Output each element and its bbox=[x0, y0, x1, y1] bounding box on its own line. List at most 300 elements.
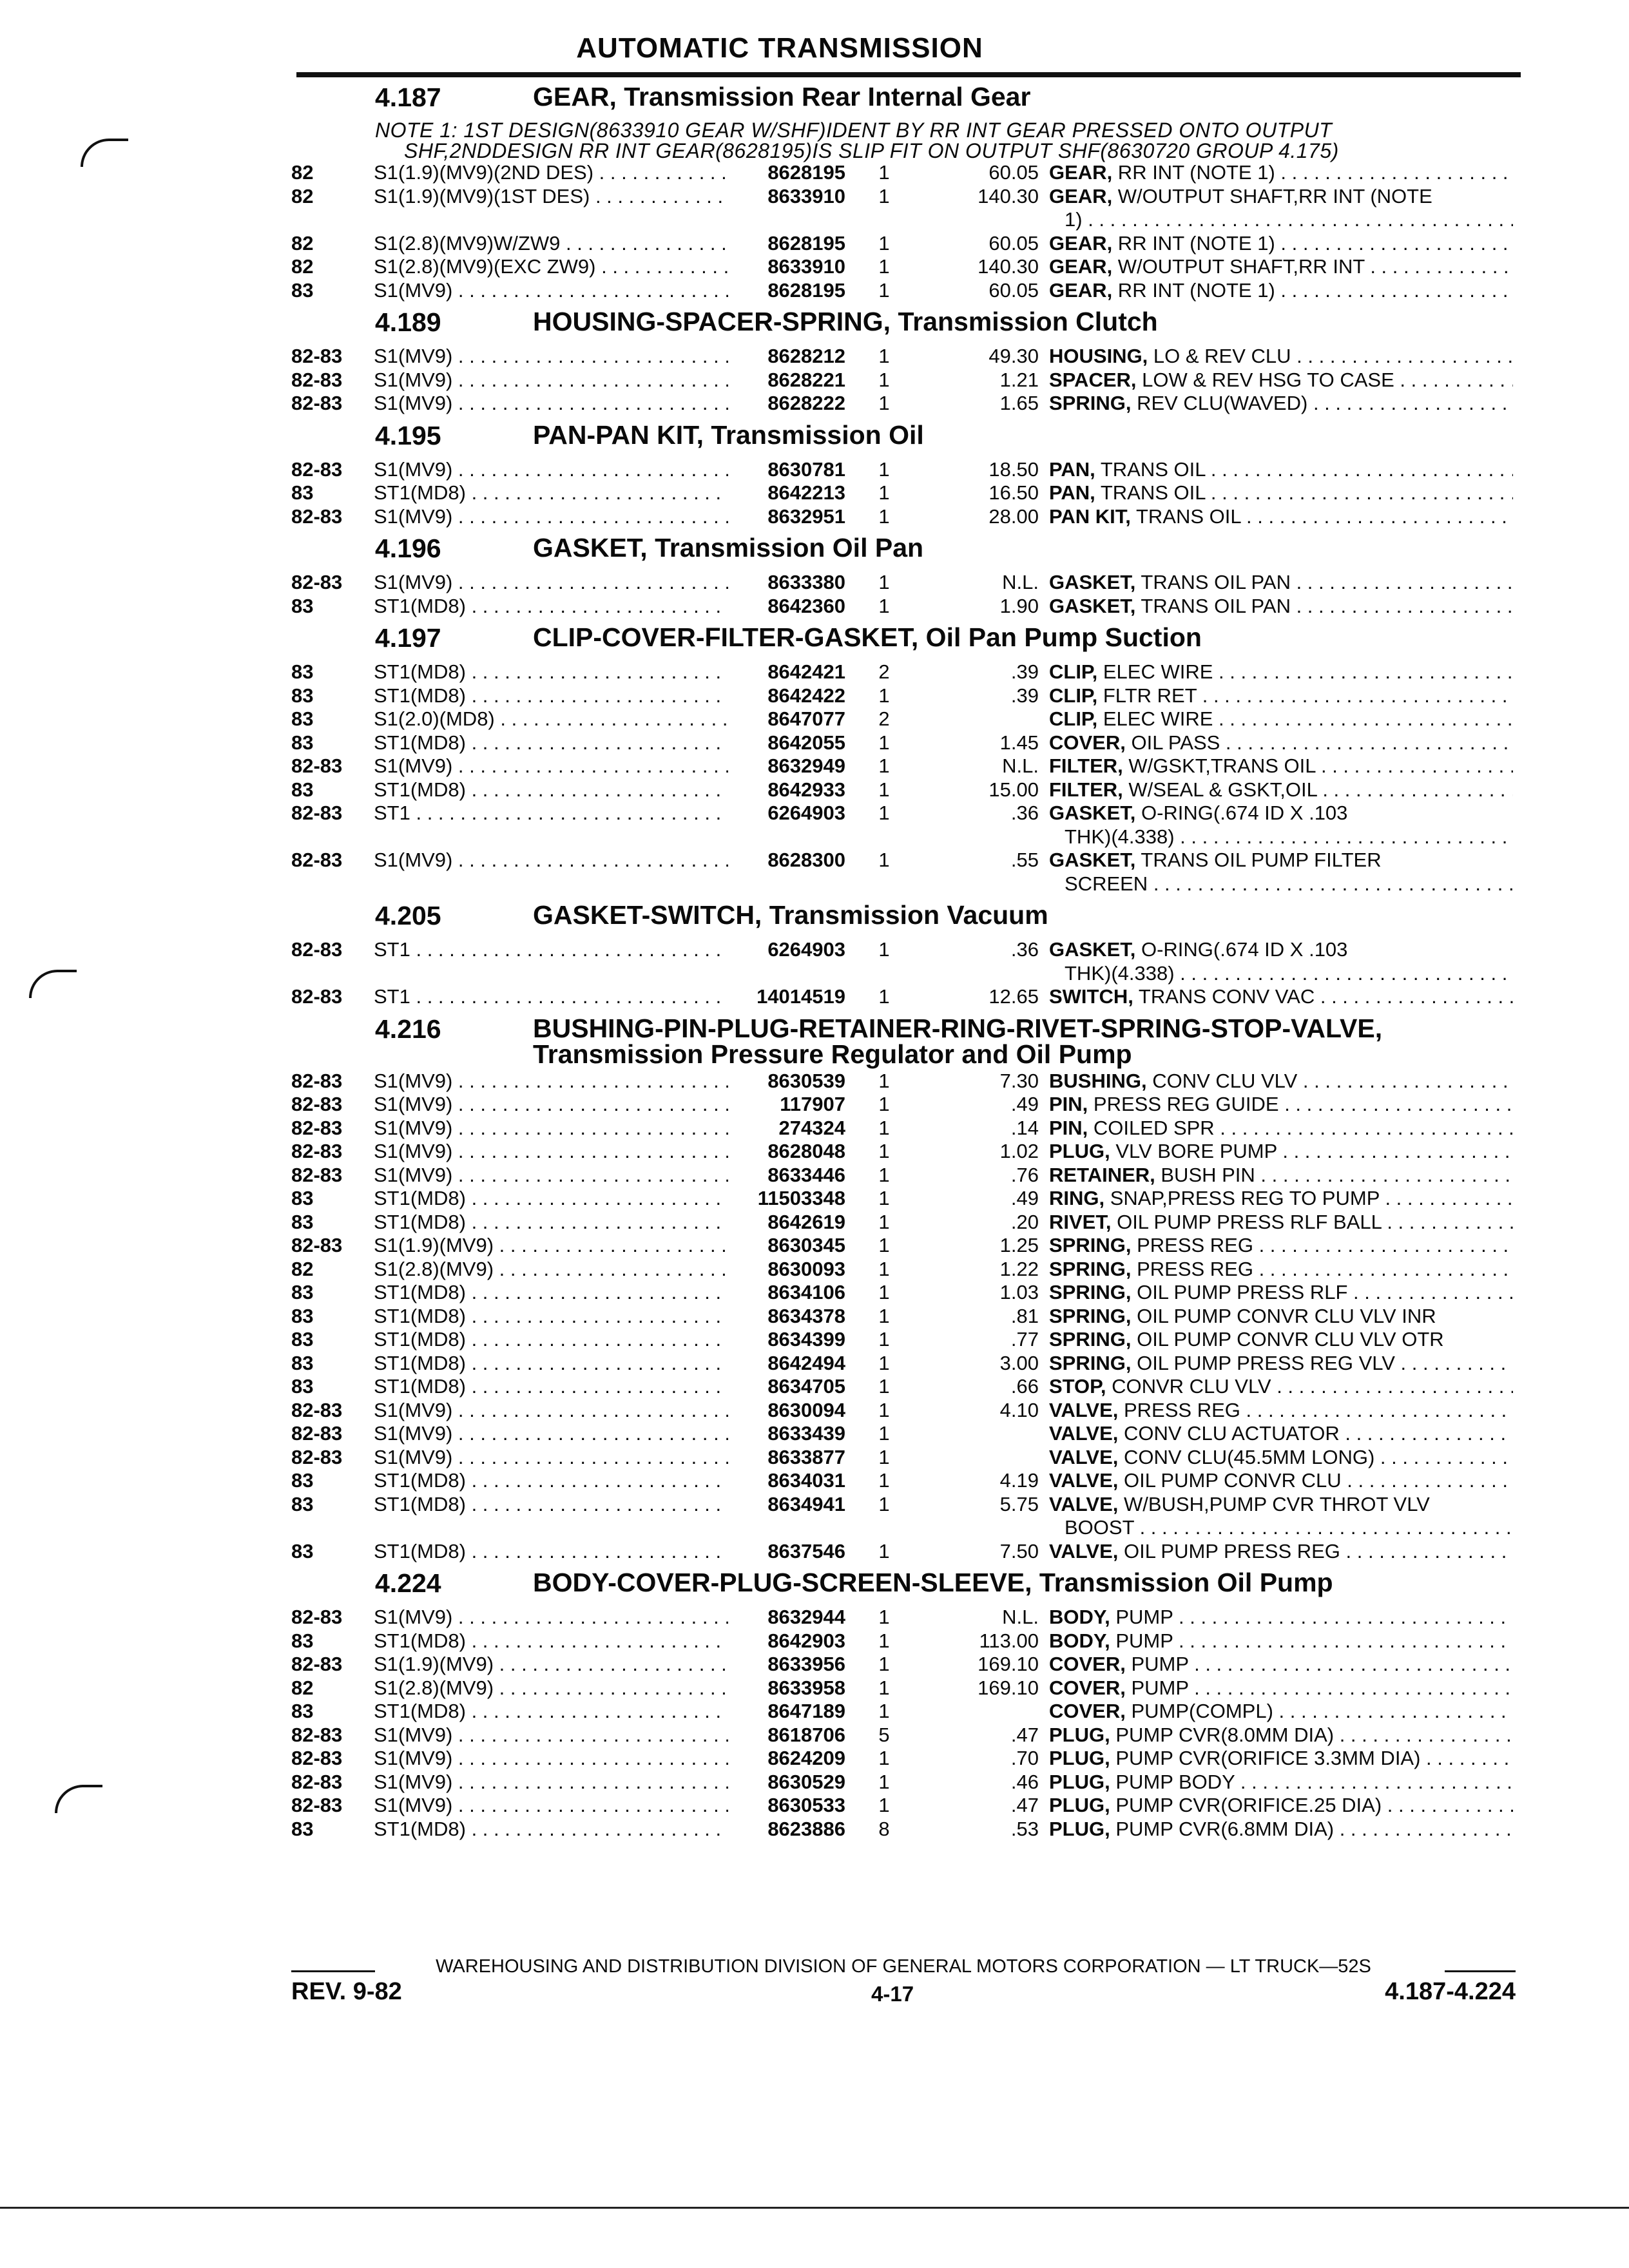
section-number: 4.189 bbox=[375, 307, 441, 337]
part-description bbox=[1049, 1234, 1513, 1257]
part-description bbox=[1049, 1794, 1513, 1817]
quantity: 1 bbox=[878, 345, 890, 367]
quantity: 1 bbox=[878, 594, 890, 617]
list-price: .47 bbox=[1010, 1723, 1039, 1746]
quantity: 1 bbox=[878, 278, 890, 302]
part-row bbox=[291, 731, 1516, 755]
part-row bbox=[291, 1164, 1516, 1187]
application: ST1(MD8) . . . bbox=[374, 778, 728, 802]
part-noun: SPRING, bbox=[1049, 1234, 1132, 1256]
application: S1(MV9) . . . bbox=[374, 1606, 728, 1629]
part-description bbox=[1049, 505, 1513, 528]
part-number: 8642422 bbox=[767, 684, 845, 707]
application: ST1(MD8) . . . bbox=[374, 1328, 728, 1351]
part-modifier: OIL PUMP PRESS RLF bbox=[1131, 1281, 1348, 1303]
list-price: 1.22 bbox=[999, 1257, 1039, 1280]
quantity: 1 bbox=[878, 938, 890, 961]
list-price: 169.10 bbox=[978, 1653, 1039, 1675]
part-number: 8633380 bbox=[767, 571, 845, 593]
list-price: 28.00 bbox=[988, 505, 1039, 528]
application: S1(MV9) . . . bbox=[374, 1117, 728, 1140]
header-rule bbox=[296, 72, 1521, 77]
binder-hole-mark bbox=[55, 1785, 102, 1813]
part-row bbox=[291, 595, 1516, 619]
part-description bbox=[1049, 1211, 1513, 1234]
part-number: 8632951 bbox=[767, 505, 845, 528]
application: S1(MV9) . . . bbox=[374, 505, 728, 528]
application: ST1(MD8) . . . bbox=[374, 684, 728, 707]
application: ST1(MD8) . . . bbox=[374, 1187, 728, 1210]
part-row bbox=[291, 1724, 1516, 1747]
part-row bbox=[291, 802, 1516, 825]
list-price: 7.50 bbox=[999, 1539, 1039, 1562]
section-title-line: BUSHING-PIN-PLUG-RETAINER-RING-RIVET-SPRING-STOP-VALVE, bbox=[533, 1013, 1383, 1043]
application: S1(MV9) . . . bbox=[374, 1446, 728, 1469]
model-year: 82-83 bbox=[291, 392, 343, 414]
application: ST1(MD8) . . . bbox=[374, 1305, 728, 1328]
quantity: 1 bbox=[878, 1606, 890, 1628]
model-year: 82-83 bbox=[291, 368, 343, 391]
part-row bbox=[291, 1771, 1516, 1794]
quantity: 1 bbox=[878, 1069, 890, 1092]
part-number: 8623886 bbox=[767, 1817, 845, 1840]
part-row bbox=[291, 1140, 1516, 1164]
part-number: 8630781 bbox=[767, 457, 845, 481]
part-row bbox=[291, 1446, 1516, 1470]
application: ST1(MD8) . . . bbox=[374, 1818, 728, 1841]
application: ST1 . . . bbox=[374, 985, 728, 1008]
part-noun: VALVE, bbox=[1049, 1398, 1119, 1421]
page-number: 4-17 bbox=[871, 1982, 914, 2006]
quantity: 5 bbox=[878, 1723, 890, 1746]
part-description bbox=[1049, 938, 1513, 961]
quantity: 1 bbox=[878, 1210, 890, 1233]
part-row bbox=[291, 684, 1516, 708]
part-modifier: TRANS CONV VAC bbox=[1133, 985, 1315, 1008]
part-noun: SPRING, bbox=[1049, 392, 1132, 414]
quantity: 2 bbox=[878, 707, 890, 730]
list-price: 5.75 bbox=[999, 1492, 1039, 1515]
quantity: 1 bbox=[878, 1398, 890, 1421]
list-price: .55 bbox=[1010, 849, 1039, 871]
application: S1(1.9)(MV9) . . . bbox=[374, 1653, 728, 1676]
section-note-line: SHF,2NDDESIGN RR INT GEAR(8628195)IS SLIP FIT ON OUTPUT SHF(8630720 GROUP 4.175) bbox=[404, 139, 1339, 162]
model-year: 82-83 bbox=[291, 1422, 343, 1445]
quantity: 2 bbox=[878, 660, 890, 683]
part-modifier: OIL PUMP CONVR CLU VLV OTR bbox=[1131, 1328, 1444, 1350]
part-description bbox=[1049, 684, 1513, 707]
model-year: 83 bbox=[291, 660, 314, 683]
part-row bbox=[291, 849, 1516, 872]
application: S1(MV9) . . . bbox=[374, 1164, 728, 1187]
part-row bbox=[291, 660, 1516, 684]
application: ST1 . . . bbox=[374, 802, 728, 825]
list-price: .49 bbox=[1010, 1093, 1039, 1115]
list-price: .66 bbox=[1010, 1375, 1039, 1398]
model-year: 82 bbox=[291, 255, 314, 278]
part-number: 6264903 bbox=[767, 938, 845, 961]
list-price: 169.10 bbox=[978, 1676, 1039, 1699]
section-title-line: GASKET-SWITCH, Transmission Vacuum bbox=[533, 900, 1048, 930]
section-title-line: HOUSING-SPACER-SPRING, Transmission Clutch bbox=[533, 307, 1158, 336]
part-number: 8634106 bbox=[767, 1281, 845, 1303]
part-number: 8628195 bbox=[767, 278, 845, 302]
part-number: 8632949 bbox=[767, 754, 845, 777]
model-year: 82-83 bbox=[291, 1653, 343, 1675]
part-modifier: SNAP,PRESS REG TO PUMP bbox=[1104, 1187, 1380, 1209]
part-number: 8628221 bbox=[767, 368, 845, 391]
model-year: 82 bbox=[291, 1676, 314, 1699]
part-row bbox=[291, 1070, 1516, 1093]
part-description bbox=[1049, 185, 1513, 208]
model-year: 82-83 bbox=[291, 1723, 343, 1746]
parts-catalog-content bbox=[291, 77, 1516, 1841]
part-row bbox=[291, 392, 1516, 416]
part-number: 8630533 bbox=[767, 1794, 845, 1816]
quantity: 1 bbox=[878, 1676, 890, 1699]
part-noun: VALVE, bbox=[1049, 1469, 1119, 1492]
model-year: 83 bbox=[291, 731, 314, 754]
list-price: 1.45 bbox=[999, 731, 1039, 754]
section-number: 4.195 bbox=[375, 420, 441, 450]
application: S1(MV9) . . . bbox=[374, 458, 728, 481]
model-year: 82-83 bbox=[291, 754, 343, 777]
part-number: 8634378 bbox=[767, 1304, 845, 1327]
part-noun: RING, bbox=[1049, 1187, 1105, 1209]
part-row bbox=[291, 1375, 1516, 1399]
part-description-continued: BOOST . . . bbox=[1065, 1516, 1513, 1539]
list-price: 15.00 bbox=[988, 778, 1039, 801]
part-row bbox=[291, 1493, 1516, 1517]
part-description bbox=[1049, 1422, 1513, 1445]
part-modifier: O-RING(.674 ID X .103 bbox=[1135, 802, 1348, 824]
model-year: 83 bbox=[291, 1539, 314, 1562]
part-description bbox=[1049, 1469, 1513, 1492]
part-noun: BODY, bbox=[1049, 1606, 1110, 1628]
part-row bbox=[291, 185, 1516, 209]
part-description bbox=[1049, 369, 1513, 392]
part-number: 8628222 bbox=[767, 392, 845, 414]
application: S1(MV9) . . . bbox=[374, 1140, 728, 1163]
list-price: 16.50 bbox=[988, 481, 1039, 504]
part-noun: PLUG, bbox=[1049, 1747, 1110, 1769]
part-modifier: TRANS OIL PUMP FILTER bbox=[1135, 849, 1382, 871]
part-description bbox=[1049, 1305, 1513, 1328]
list-price: 7.30 bbox=[999, 1069, 1039, 1092]
part-modifier: PUMP CVR(ORIFICE 3.3MM DIA) bbox=[1110, 1747, 1421, 1769]
section-number: 4.187 bbox=[375, 82, 441, 112]
part-number: 8632944 bbox=[767, 1606, 845, 1628]
part-row bbox=[291, 1629, 1516, 1653]
quantity: 1 bbox=[878, 1794, 890, 1816]
model-year: 83 bbox=[291, 778, 314, 801]
part-number: 117907 bbox=[780, 1093, 845, 1115]
part-noun: GEAR, bbox=[1049, 161, 1113, 184]
part-number: 8630529 bbox=[767, 1770, 845, 1793]
part-number: 8647077 bbox=[767, 707, 845, 730]
part-noun: FILTER, bbox=[1049, 778, 1123, 801]
part-number: 11503348 bbox=[757, 1187, 845, 1209]
part-number: 8630093 bbox=[767, 1257, 845, 1280]
part-number: 8634399 bbox=[767, 1328, 845, 1350]
part-noun: BODY, bbox=[1049, 1629, 1110, 1652]
part-modifier: LO & REV CLU bbox=[1148, 345, 1291, 367]
part-noun: SPRING, bbox=[1049, 1351, 1132, 1374]
part-noun: GEAR, bbox=[1049, 231, 1113, 255]
model-year: 83 bbox=[291, 1304, 314, 1327]
part-noun: SPACER, bbox=[1049, 368, 1137, 391]
part-row bbox=[291, 1677, 1516, 1700]
part-description bbox=[1049, 707, 1513, 731]
part-row bbox=[291, 1117, 1516, 1140]
list-price: .36 bbox=[1010, 802, 1039, 824]
section-number: 4.224 bbox=[375, 1568, 441, 1598]
application: S1(MV9) . . . bbox=[374, 754, 728, 778]
list-price: 1.25 bbox=[999, 1234, 1039, 1256]
part-row bbox=[291, 345, 1516, 369]
model-year: 82 bbox=[291, 184, 314, 207]
part-row bbox=[291, 1328, 1516, 1352]
part-description-continued: 1) . . . bbox=[1065, 208, 1513, 231]
list-price: .53 bbox=[1010, 1817, 1039, 1840]
footer-division-line: WAREHOUSING AND DISTRIBUTION DIVISION OF GENERAL MOTORS CORPORATION — LT TRUCK—52S bbox=[436, 1956, 1371, 1977]
application: S1(MV9) . . . bbox=[374, 1724, 728, 1747]
application: S1(2.8)(MV9)W/ZW9 . . . bbox=[374, 232, 728, 255]
part-noun: PLUG, bbox=[1049, 1770, 1110, 1793]
list-price: .81 bbox=[1010, 1304, 1039, 1327]
part-number: 6264903 bbox=[767, 802, 845, 824]
part-number: 8633439 bbox=[767, 1422, 845, 1445]
part-row bbox=[291, 778, 1516, 802]
part-description bbox=[1049, 778, 1513, 802]
part-row bbox=[291, 1093, 1516, 1117]
part-description bbox=[1049, 1375, 1513, 1398]
part-description bbox=[1049, 1399, 1513, 1422]
part-description bbox=[1049, 255, 1513, 278]
scan-edge-rule bbox=[0, 2207, 1629, 2209]
part-row bbox=[291, 985, 1516, 1009]
part-noun: SPRING, bbox=[1049, 1328, 1132, 1350]
part-noun: PAN, bbox=[1049, 481, 1095, 504]
list-price: 4.10 bbox=[999, 1398, 1039, 1421]
model-year: 83 bbox=[291, 707, 314, 730]
quantity: 1 bbox=[878, 1116, 890, 1139]
application: ST1(MD8) . . . bbox=[374, 1211, 728, 1234]
part-description bbox=[1049, 1140, 1513, 1163]
part-number: 8642213 bbox=[767, 481, 845, 504]
section-title bbox=[533, 84, 1499, 110]
part-modifier: W/OUTPUT SHAFT,RR INT (NOTE bbox=[1112, 184, 1432, 207]
list-price: 49.30 bbox=[988, 345, 1039, 367]
part-modifier: CONV CLU ACTUATOR bbox=[1118, 1422, 1340, 1445]
quantity: 1 bbox=[878, 1422, 890, 1445]
part-modifier: PUMP bbox=[1125, 1676, 1189, 1699]
list-price: 1.65 bbox=[999, 392, 1039, 414]
list-price: 3.00 bbox=[999, 1351, 1039, 1374]
application: ST1(MD8) . . . bbox=[374, 1493, 728, 1516]
list-price: 18.50 bbox=[988, 457, 1039, 481]
model-year: 83 bbox=[291, 1328, 314, 1350]
application: S1(MV9) . . . bbox=[374, 345, 728, 368]
part-modifier: OIL PUMP CONVR CLU VLV INR bbox=[1131, 1304, 1436, 1327]
list-price: N.L. bbox=[1002, 754, 1039, 777]
part-description bbox=[1049, 1352, 1513, 1375]
part-modifier: TRANS OIL bbox=[1095, 481, 1206, 504]
model-year: 83 bbox=[291, 684, 314, 707]
quantity: 1 bbox=[878, 1539, 890, 1562]
part-noun: GASKET, bbox=[1049, 802, 1136, 824]
part-noun: CLIP, bbox=[1049, 707, 1098, 730]
part-modifier: RR INT (NOTE 1) bbox=[1112, 161, 1275, 184]
section-title-line: CLIP-COVER-FILTER-GASKET, Oil Pan Pump Suction bbox=[533, 622, 1202, 652]
part-description bbox=[1049, 1653, 1513, 1676]
quantity: 1 bbox=[878, 1328, 890, 1350]
part-row bbox=[291, 1794, 1516, 1818]
part-noun: PLUG, bbox=[1049, 1723, 1110, 1746]
model-year: 82-83 bbox=[291, 1093, 343, 1115]
part-noun: GEAR, bbox=[1049, 278, 1113, 302]
part-row bbox=[291, 369, 1516, 392]
quantity: 1 bbox=[878, 255, 890, 278]
part-description bbox=[1049, 1818, 1513, 1841]
part-number: 8647189 bbox=[767, 1700, 845, 1722]
quantity: 1 bbox=[878, 1629, 890, 1652]
part-modifier: W/BUSH,PUMP CVR THROT VLV bbox=[1118, 1492, 1430, 1515]
list-price: .46 bbox=[1010, 1770, 1039, 1793]
part-noun: SWITCH, bbox=[1049, 985, 1133, 1008]
part-noun: PLUG, bbox=[1049, 1140, 1110, 1162]
part-noun: PIN, bbox=[1049, 1116, 1088, 1139]
part-modifier: PUMP CVR(ORIFICE.25 DIA) bbox=[1110, 1794, 1382, 1816]
section-number: 4.205 bbox=[375, 901, 441, 930]
application: S1(MV9) . . . bbox=[374, 1747, 728, 1770]
section-title bbox=[533, 1015, 1499, 1067]
quantity: 1 bbox=[878, 1653, 890, 1675]
part-modifier: PUMP CVR(8.0MM DIA) bbox=[1110, 1723, 1335, 1746]
model-year: 82-83 bbox=[291, 1794, 343, 1816]
part-noun: PLUG, bbox=[1049, 1817, 1110, 1840]
model-year: 82-83 bbox=[291, 345, 343, 367]
part-noun: GASKET, bbox=[1049, 938, 1136, 961]
part-description bbox=[1049, 1771, 1513, 1794]
application: S1(1.9)(MV9)(1ST DES) . . . bbox=[374, 185, 728, 208]
section-title bbox=[533, 419, 1499, 450]
part-number: 274324 bbox=[778, 1116, 845, 1139]
part-noun: RIVET, bbox=[1049, 1210, 1112, 1233]
part-number: 8628300 bbox=[767, 849, 845, 871]
model-year: 83 bbox=[291, 1469, 314, 1492]
part-number: 8633958 bbox=[767, 1676, 845, 1699]
part-modifier: TRANS OIL bbox=[1130, 505, 1241, 528]
list-price: .36 bbox=[1010, 938, 1039, 961]
part-description bbox=[1049, 1093, 1513, 1116]
list-price: 4.19 bbox=[999, 1469, 1039, 1492]
part-description bbox=[1049, 161, 1513, 184]
quantity: 1 bbox=[878, 1469, 890, 1492]
group-range: 4.187-4.224 bbox=[1385, 1978, 1516, 2005]
footer-rule-right bbox=[1445, 1970, 1516, 1972]
quantity: 1 bbox=[878, 1304, 890, 1327]
part-row-continuation bbox=[291, 872, 1516, 896]
quantity: 1 bbox=[878, 1234, 890, 1256]
part-description bbox=[1049, 1629, 1513, 1653]
model-year: 82-83 bbox=[291, 985, 343, 1008]
application: ST1 . . . bbox=[374, 938, 728, 961]
section-number: 4.216 bbox=[375, 1014, 441, 1044]
model-year: 83 bbox=[291, 1817, 314, 1840]
list-price: 1.21 bbox=[999, 368, 1039, 391]
application: S1(MV9) . . . bbox=[374, 1093, 728, 1116]
part-row-continuation bbox=[291, 1516, 1516, 1540]
application: S1(MV9) . . . bbox=[374, 849, 728, 872]
part-modifier: ELEC WIRE bbox=[1097, 707, 1213, 730]
part-description bbox=[1049, 1724, 1513, 1747]
part-modifier: FLTR RET bbox=[1097, 684, 1197, 707]
part-row bbox=[291, 1305, 1516, 1329]
part-noun: GEAR, bbox=[1049, 255, 1113, 278]
list-price: .77 bbox=[1010, 1328, 1039, 1350]
part-modifier: OIL PUMP CONVR CLU bbox=[1118, 1469, 1342, 1492]
list-price: .47 bbox=[1010, 1794, 1039, 1816]
quantity: 1 bbox=[878, 1281, 890, 1303]
model-year: 83 bbox=[291, 1281, 314, 1303]
quantity: 1 bbox=[878, 1257, 890, 1280]
part-row bbox=[291, 1187, 1516, 1211]
part-description bbox=[1049, 802, 1513, 825]
part-number: 8642933 bbox=[767, 778, 845, 801]
part-modifier: COILED SPR bbox=[1088, 1116, 1215, 1139]
part-row bbox=[291, 1540, 1516, 1564]
part-noun: PAN, bbox=[1049, 457, 1095, 481]
part-modifier: TRANS OIL bbox=[1095, 457, 1206, 481]
list-price: 60.05 bbox=[988, 231, 1039, 255]
model-year: 83 bbox=[291, 594, 314, 617]
quantity: 1 bbox=[878, 1093, 890, 1115]
part-row bbox=[291, 505, 1516, 529]
section-title-line: BODY-COVER-PLUG-SCREEN-SLEEVE, Transmission Oil Pump bbox=[533, 1568, 1333, 1597]
quantity: 1 bbox=[878, 754, 890, 777]
quantity: 1 bbox=[878, 731, 890, 754]
part-modifier: PRESS REG GUIDE bbox=[1088, 1093, 1279, 1115]
application: S1(MV9) . . . bbox=[374, 392, 728, 415]
part-modifier: W/SEAL & GSKT,OIL bbox=[1123, 778, 1317, 801]
part-row bbox=[291, 938, 1516, 962]
list-price: 60.05 bbox=[988, 161, 1039, 184]
quantity: 1 bbox=[878, 231, 890, 255]
part-description bbox=[1049, 660, 1513, 684]
part-noun: PLUG, bbox=[1049, 1794, 1110, 1816]
part-number: 8642421 bbox=[767, 660, 845, 683]
model-year: 82 bbox=[291, 1257, 314, 1280]
part-row bbox=[291, 1234, 1516, 1258]
section-title-line: GASKET, Transmission Oil Pan bbox=[533, 533, 924, 562]
part-description bbox=[1049, 458, 1513, 481]
section-title-line: GEAR, Transmission Rear Internal Gear bbox=[533, 82, 1031, 111]
part-number: 8642055 bbox=[767, 731, 845, 754]
part-number: 8628195 bbox=[767, 161, 845, 184]
part-row bbox=[291, 1422, 1516, 1446]
application: S1(MV9) . . . bbox=[374, 1399, 728, 1422]
part-description bbox=[1049, 279, 1513, 302]
part-number: 8637546 bbox=[767, 1539, 845, 1562]
application: ST1(MD8) . . . bbox=[374, 1700, 728, 1723]
part-row bbox=[291, 1700, 1516, 1724]
list-price: 1.02 bbox=[999, 1140, 1039, 1162]
list-price: .70 bbox=[1010, 1747, 1039, 1769]
application: S1(1.9)(MV9) . . . bbox=[374, 1234, 728, 1257]
part-noun: PAN KIT, bbox=[1049, 505, 1131, 528]
quantity: 1 bbox=[878, 368, 890, 391]
